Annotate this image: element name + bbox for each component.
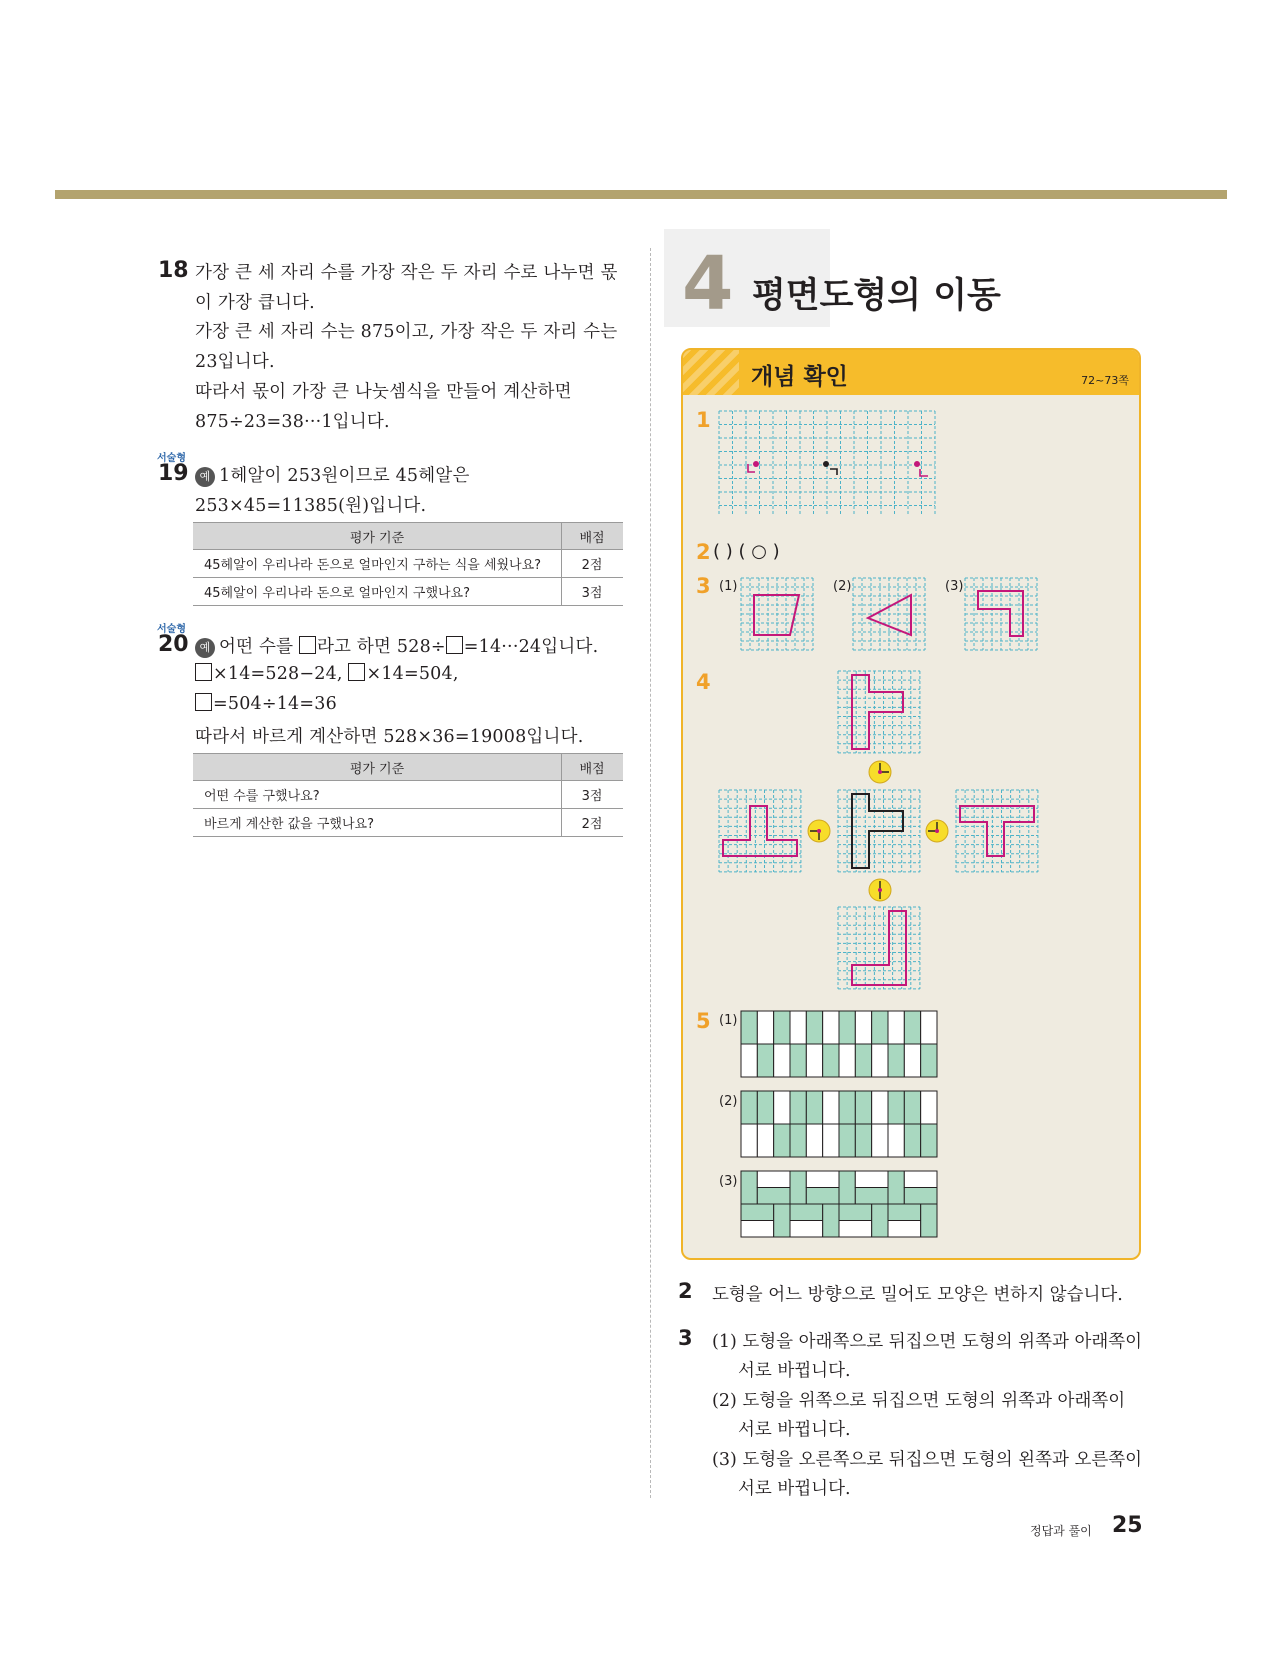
q20-line-2 bbox=[195, 663, 459, 684]
q20-tag: 서술형 bbox=[157, 624, 186, 635]
explanation-3-3a: (3) 도형을 오른쪽으로 뒤집으면 도형의 왼쪽과 오른쪽이 bbox=[712, 1450, 1143, 1470]
blank-box bbox=[446, 636, 463, 654]
rotated-shape bbox=[852, 675, 903, 749]
point-marker bbox=[914, 461, 920, 467]
problem-5-2-pattern bbox=[741, 1091, 937, 1157]
shape-ㄱ bbox=[830, 469, 837, 475]
explanation-3-number: 3 bbox=[678, 1326, 693, 1350]
dashed-grid bbox=[965, 578, 1037, 650]
problem-3-label-2: (2) bbox=[833, 579, 852, 594]
panel-title: 개념 확인 bbox=[751, 364, 848, 390]
problem-5-label-2: (2) bbox=[719, 1094, 738, 1109]
criteria-cell: 바르게 계산한 값을 구했나요? bbox=[193, 809, 562, 837]
rotated-shape bbox=[723, 806, 797, 856]
rotation-left-figure bbox=[719, 790, 801, 872]
explanation-2-number: 2 bbox=[678, 1279, 693, 1303]
score-cell: 3점 bbox=[562, 781, 624, 809]
criteria-cell: 어떤 수를 구했나요? bbox=[193, 781, 562, 809]
table-row bbox=[193, 809, 623, 837]
problem-5-number: 5 bbox=[696, 1009, 711, 1033]
rotation-dial-90-icon bbox=[868, 760, 892, 784]
problem-3-2-figure bbox=[853, 578, 925, 650]
problem-5-3-pattern bbox=[741, 1171, 937, 1237]
problem-3-label-3: (3) bbox=[945, 579, 964, 594]
blank-box bbox=[348, 663, 365, 681]
q20-line-4: 따라서 바르게 계산하면 528×36=19008입니다. bbox=[195, 727, 584, 747]
q19-line-1 bbox=[195, 462, 470, 487]
dashed-grid bbox=[719, 790, 801, 872]
table-header-row bbox=[193, 523, 623, 550]
explanation-3-3b: 서로 바뀝니다. bbox=[738, 1479, 851, 1499]
table-row bbox=[193, 781, 623, 809]
chapter-number: 4 bbox=[682, 241, 734, 327]
rotation-center-figure bbox=[838, 790, 920, 872]
q18-line-6: 875÷23=38···1입니다. bbox=[195, 412, 390, 432]
q20-line-1 bbox=[195, 633, 598, 658]
score-cell: 2점 bbox=[562, 550, 624, 578]
problem-5-1-pattern bbox=[741, 1011, 937, 1077]
tile-pattern bbox=[741, 1011, 937, 1077]
problem-3-3-figure bbox=[965, 578, 1037, 650]
score-header: 배점 bbox=[562, 523, 624, 550]
problem-3-number: 3 bbox=[696, 574, 711, 598]
q18-line-1: 가장 큰 세 자리 수를 가장 작은 두 자리 수로 나누면 몫 bbox=[195, 263, 618, 283]
problem-2-answer: ( ) ( ○ ) bbox=[713, 541, 780, 562]
rotation-top-figure bbox=[838, 671, 920, 753]
header-band bbox=[55, 190, 1227, 199]
q20-number: 20 bbox=[158, 632, 189, 657]
tile-pattern bbox=[741, 1091, 937, 1157]
rotated-shape bbox=[960, 806, 1034, 856]
table-row bbox=[193, 578, 623, 606]
q19-number: 19 bbox=[158, 461, 189, 486]
rotation-bottom-figure bbox=[838, 907, 920, 989]
example-mark: 예 bbox=[195, 638, 215, 658]
example-mark: 예 bbox=[195, 467, 215, 487]
explanation-3-2a: (2) 도형을 위쪽으로 뒤집으면 도형의 위쪽과 아래쪽이 bbox=[712, 1391, 1126, 1411]
q20-text-1c: =14···24입니다. bbox=[463, 637, 599, 657]
explanation-3-2b: 서로 바뀝니다. bbox=[738, 1420, 851, 1440]
dashed-grid bbox=[956, 790, 1038, 872]
criteria-header: 평가 기준 bbox=[193, 754, 562, 781]
column-divider bbox=[650, 248, 651, 1498]
q20-line-3 bbox=[195, 693, 337, 714]
score-cell: 2점 bbox=[562, 809, 624, 837]
table-header-row bbox=[193, 754, 623, 781]
q20-text-2b: ×14=504, bbox=[366, 664, 459, 684]
problem-4-number: 4 bbox=[696, 670, 711, 694]
q18-line-4: 23입니다. bbox=[195, 352, 275, 372]
problem-5-label-1: (1) bbox=[719, 1013, 738, 1028]
q20-text-1b: 라고 하면 528÷ bbox=[316, 637, 446, 657]
score-cell: 3점 bbox=[562, 578, 624, 606]
panel-header bbox=[683, 350, 1139, 395]
q19-tag: 서술형 bbox=[157, 453, 186, 464]
rotation-dial-270-icon bbox=[925, 819, 949, 843]
criteria-cell: 45헤알이 우리나라 돈으로 얼마인지 구하는 식을 세웠나요? bbox=[193, 550, 562, 578]
q19-line-2: 253×45=11385(원)입니다. bbox=[195, 496, 427, 516]
header-stripe bbox=[683, 350, 739, 395]
rotated-shape bbox=[852, 911, 906, 985]
panel-page-ref: 72~73쪽 bbox=[1081, 374, 1129, 387]
q18-line-2: 이 가장 큽니다. bbox=[195, 293, 315, 313]
footer-label: 정답과 풀이 bbox=[1030, 1524, 1092, 1538]
blank-box bbox=[299, 636, 316, 654]
problem-3-1-figure bbox=[741, 578, 813, 650]
score-header: 배점 bbox=[562, 754, 624, 781]
point-marker bbox=[823, 461, 829, 467]
table-row bbox=[193, 550, 623, 578]
dashed-grid bbox=[853, 578, 925, 650]
q20-text-1a: 어떤 수를 bbox=[219, 637, 299, 657]
rotation-dial-360-icon bbox=[868, 878, 892, 902]
point-marker bbox=[753, 461, 759, 467]
q18-number: 18 bbox=[158, 258, 189, 283]
q18-line-3: 가장 큰 세 자리 수는 875이고, 가장 작은 두 자리 수는 bbox=[195, 322, 618, 342]
explanation-3-1a: (1) 도형을 아래쪽으로 뒤집으면 도형의 위쪽과 아래쪽이 bbox=[712, 1332, 1143, 1352]
blank-box bbox=[195, 693, 212, 711]
criteria-cell: 45헤알이 우리나라 돈으로 얼마인지 구했나요? bbox=[193, 578, 562, 606]
problem-1-grid-figure bbox=[719, 411, 935, 516]
rotation-right-figure bbox=[956, 790, 1038, 872]
problem-2-number: 2 bbox=[696, 540, 711, 564]
q20-criteria-table bbox=[193, 753, 623, 837]
rotation-dial-180-icon bbox=[807, 819, 831, 843]
dashed-grid bbox=[741, 578, 813, 650]
blank-box bbox=[195, 663, 212, 681]
q18-line-5: 따라서 몫이 가장 큰 나눗셈식을 만들어 계산하면 bbox=[195, 382, 572, 402]
problem-5-label-3: (3) bbox=[719, 1174, 738, 1189]
dashed-grid bbox=[838, 907, 920, 989]
q20-text-3: =504÷14=36 bbox=[213, 694, 337, 714]
chapter-title: 평면도형의 이동 bbox=[752, 276, 1001, 316]
problem-1-number: 1 bbox=[696, 408, 711, 432]
q19-text-1: 1헤알이 253원이므로 45헤알은 bbox=[219, 466, 470, 486]
original-shape bbox=[852, 794, 903, 868]
explanation-3-1b: 서로 바뀝니다. bbox=[738, 1361, 851, 1381]
q20-text-2a: ×14=528−24, bbox=[213, 664, 349, 684]
page-number: 25 bbox=[1112, 1513, 1143, 1538]
explanation-2-text: 도형을 어느 방향으로 밀어도 모양은 변하지 않습니다. bbox=[712, 1285, 1123, 1305]
problem-3-label-1: (1) bbox=[719, 579, 738, 594]
criteria-header: 평가 기준 bbox=[193, 523, 562, 550]
q19-criteria-table bbox=[193, 522, 623, 606]
tile-pattern bbox=[741, 1171, 937, 1237]
